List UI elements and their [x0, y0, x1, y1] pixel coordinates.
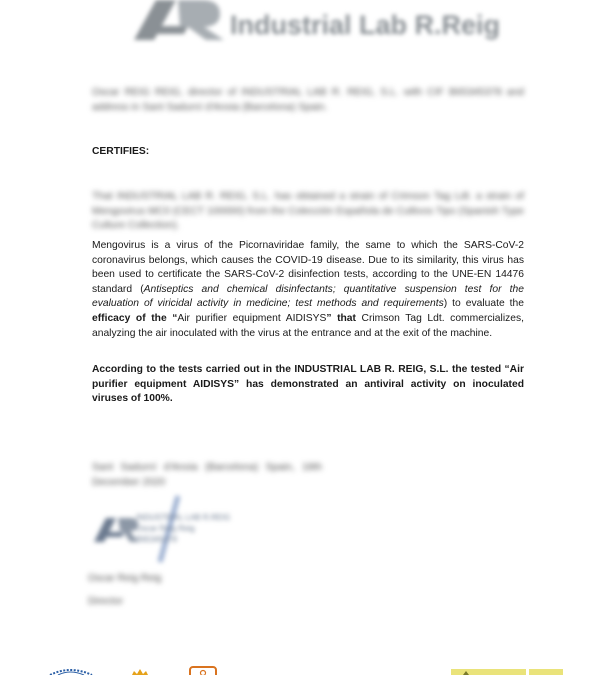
conclusion-paragraph	[92, 363, 524, 407]
footer-logos	[0, 662, 595, 675]
certifies-heading: CERTIFIES:	[92, 146, 150, 157]
that-label: ” that	[326, 312, 356, 324]
stamp-text	[136, 512, 230, 545]
main-text-7: Crimson Tag Ldt. commercializes, analyzing the air inoculated with the virus at the entrance and at the exit of the machine.	[92, 312, 524, 339]
main-text-3: ) to evaluate the	[443, 298, 524, 310]
signatory-name: Oscar Reig Reig	[88, 573, 162, 584]
standard-title: Antiseptics and chemical disinfectants; quantitative suspension test for the evaluation of viricidal activity in medicine; test methods and requirements	[92, 283, 524, 310]
company-logo	[128, 0, 501, 44]
signatory-title: Director	[88, 596, 124, 607]
product-name: Air purifier equipment AIDISYS	[177, 312, 327, 324]
stamp-line-1: INDUSTRIAL LAB R.REIG	[136, 513, 231, 522]
certification-badge-icon	[190, 667, 216, 675]
main-paragraph	[92, 239, 524, 341]
stamp-line-2: Oscar Reig Reig	[136, 524, 195, 533]
conclusion-text: According to the tests carried out in the INDUSTRIAL LAB R. REIG, S.L. the tested “Air purifier equipment AIDISYS” has demonstrated an antiviral activity on inoculated viruses of 100%.	[92, 364, 524, 405]
company-stamp	[90, 494, 260, 564]
logo-mark-icon	[128, 0, 228, 44]
stamp-line-3: B65345378	[136, 535, 177, 544]
intro-paragraph: Oscar REIG REIG, director of INDUSTRIAL LAB R. REIG, S.L. with CIF B65345378 and address in Sant Sadurní d'Anoia (Barcelona) Spain.	[92, 87, 524, 113]
date-line: Sant Sadurní d'Anoia (Barcelona) Spain, 18th December 2020	[92, 462, 322, 488]
accreditation-seal-icon	[50, 670, 92, 675]
logo-text: Industrial Lab R.Reig	[230, 10, 501, 40]
strain-paragraph: That INDUSTRIAL LAB R. REIG, S.L. has obtained a strain of Crimson Tag Ldt. a strain of Mengovirus MC0 (CECT 100000) from the Colección Española de Cultivos Tipo (Spanish Type Culture Collection).	[92, 191, 524, 232]
efficacy-label: efficacy of the “	[92, 312, 178, 324]
partner-logo-icon	[451, 669, 563, 675]
main-text-1: Mengovirus is a virus of the Picornaviridae family, the same to which the SARS-CoV-2 coronavirus belongs, which causes the COVID-19 disease. Due to its similarity, this virus has been used to certificate the SARS-CoV-2 disinfection tests, according to the UNE-EN 14476 standard (	[92, 240, 524, 295]
crown-emblem-icon	[132, 669, 148, 675]
